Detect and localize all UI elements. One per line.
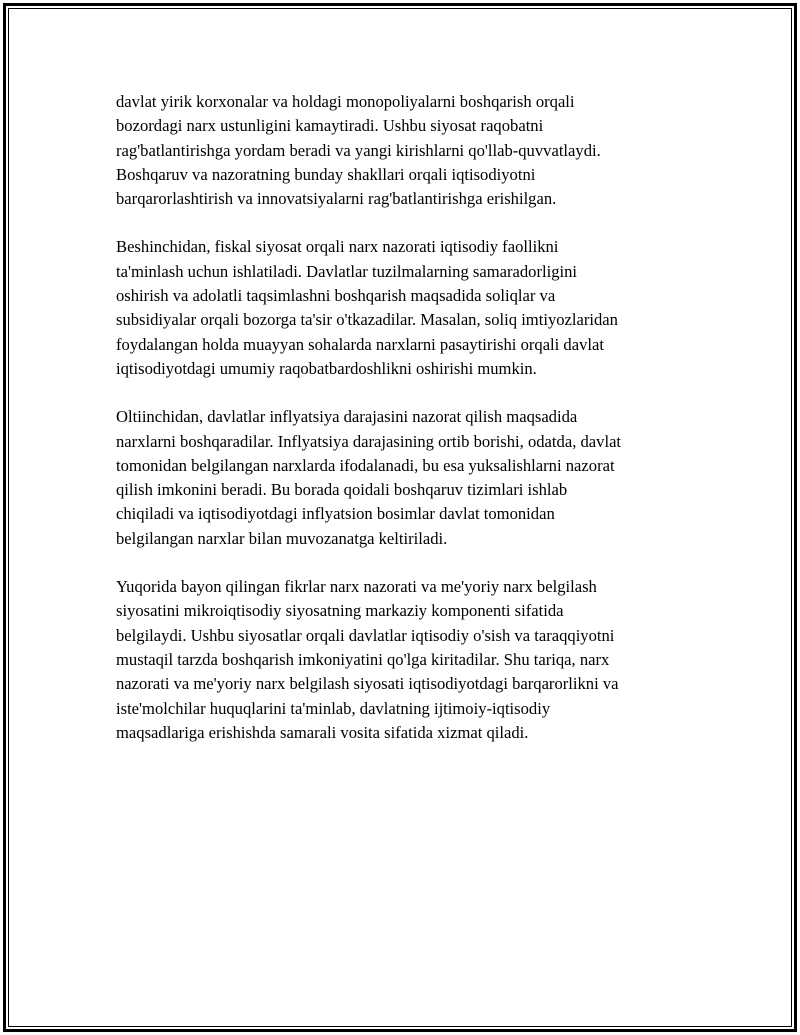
paragraph-4: Yuqorida bayon qilingan fikrlar narx nazorati va me'yoriy narx belgilash siyosatini mikroiqtisodiy siyosatning markaziy komponenti sifatida belgilaydi. Ushbu siyosatlar orqali davlatlar iqtisodiy o'sish va taraqqiyotni mustaqil tarzda boshqarish imkoniyatini qo'lga kiritadilar. Shu tariqa, narx nazorati va me'yoriy narx belgilash siyosati iqtisodiyotdagi barqarorlikni va iste'molchilar huquqlarini ta'minlab, davlatning ijtimoiy-iqtisodiy maqsadlariga erishishda samarali vosita sifatida xizmat qiladi. [116,577,619,742]
document-body [116,90,686,769]
paragraph-2: Beshinchidan, fiskal siyosat orqali narx nazorati iqtisodiy faollikni ta'minlash uchun ishlatiladi. Davlatlar tuzilmalarning samaradorligini oshirish va adolatli taqsimlashni boshqarish maqsadida soliqlar va subsidiyalar orqali bozorga ta'sir o'tkazadilar. Masalan, soliq imtiyozlaridan foydalangan holda muayyan sohalarda narxlarni pasaytirishi orqali davlat iqtisodiyotdagi umumiy raqobatbardoshlikni oshirishi mumkin. [116,237,618,378]
paragraph-1: davlat yirik korxonalar va holdagi monopoliyalarni boshqarish orqali bozordagi narx ustunligini kamaytiradi. Ushbu siyosat raqobatni rag'batlantirishga yordam beradi va yangi kirishlarni qo'llab-quvvatlaydi. Boshqaruv va nazoratning bunday shakllari orqali iqtisodiyotni barqarorlashtirish va innovatsiyalarni rag'batlantirishga erishilgan. [116,92,601,209]
paragraph-3: Oltiinchidan, davlatlar inflyatsiya darajasini nazorat qilish maqsadida narxlarni boshqaradilar. Inflyatsiya darajasining ortib borishi, odatda, davlat tomonidan belgilangan narxlarda ifodalanadi, bu esa yuksalishlarni nazorat qilish imkonini beradi. Bu borada qoidali boshqaruv tizimlari ishlab chiqiladi va iqtisodiyotdagi inflyatsion bosimlar davlat tomonidan belgilangan narxlar bilan muvozanatga keltiriladi. [116,407,622,548]
